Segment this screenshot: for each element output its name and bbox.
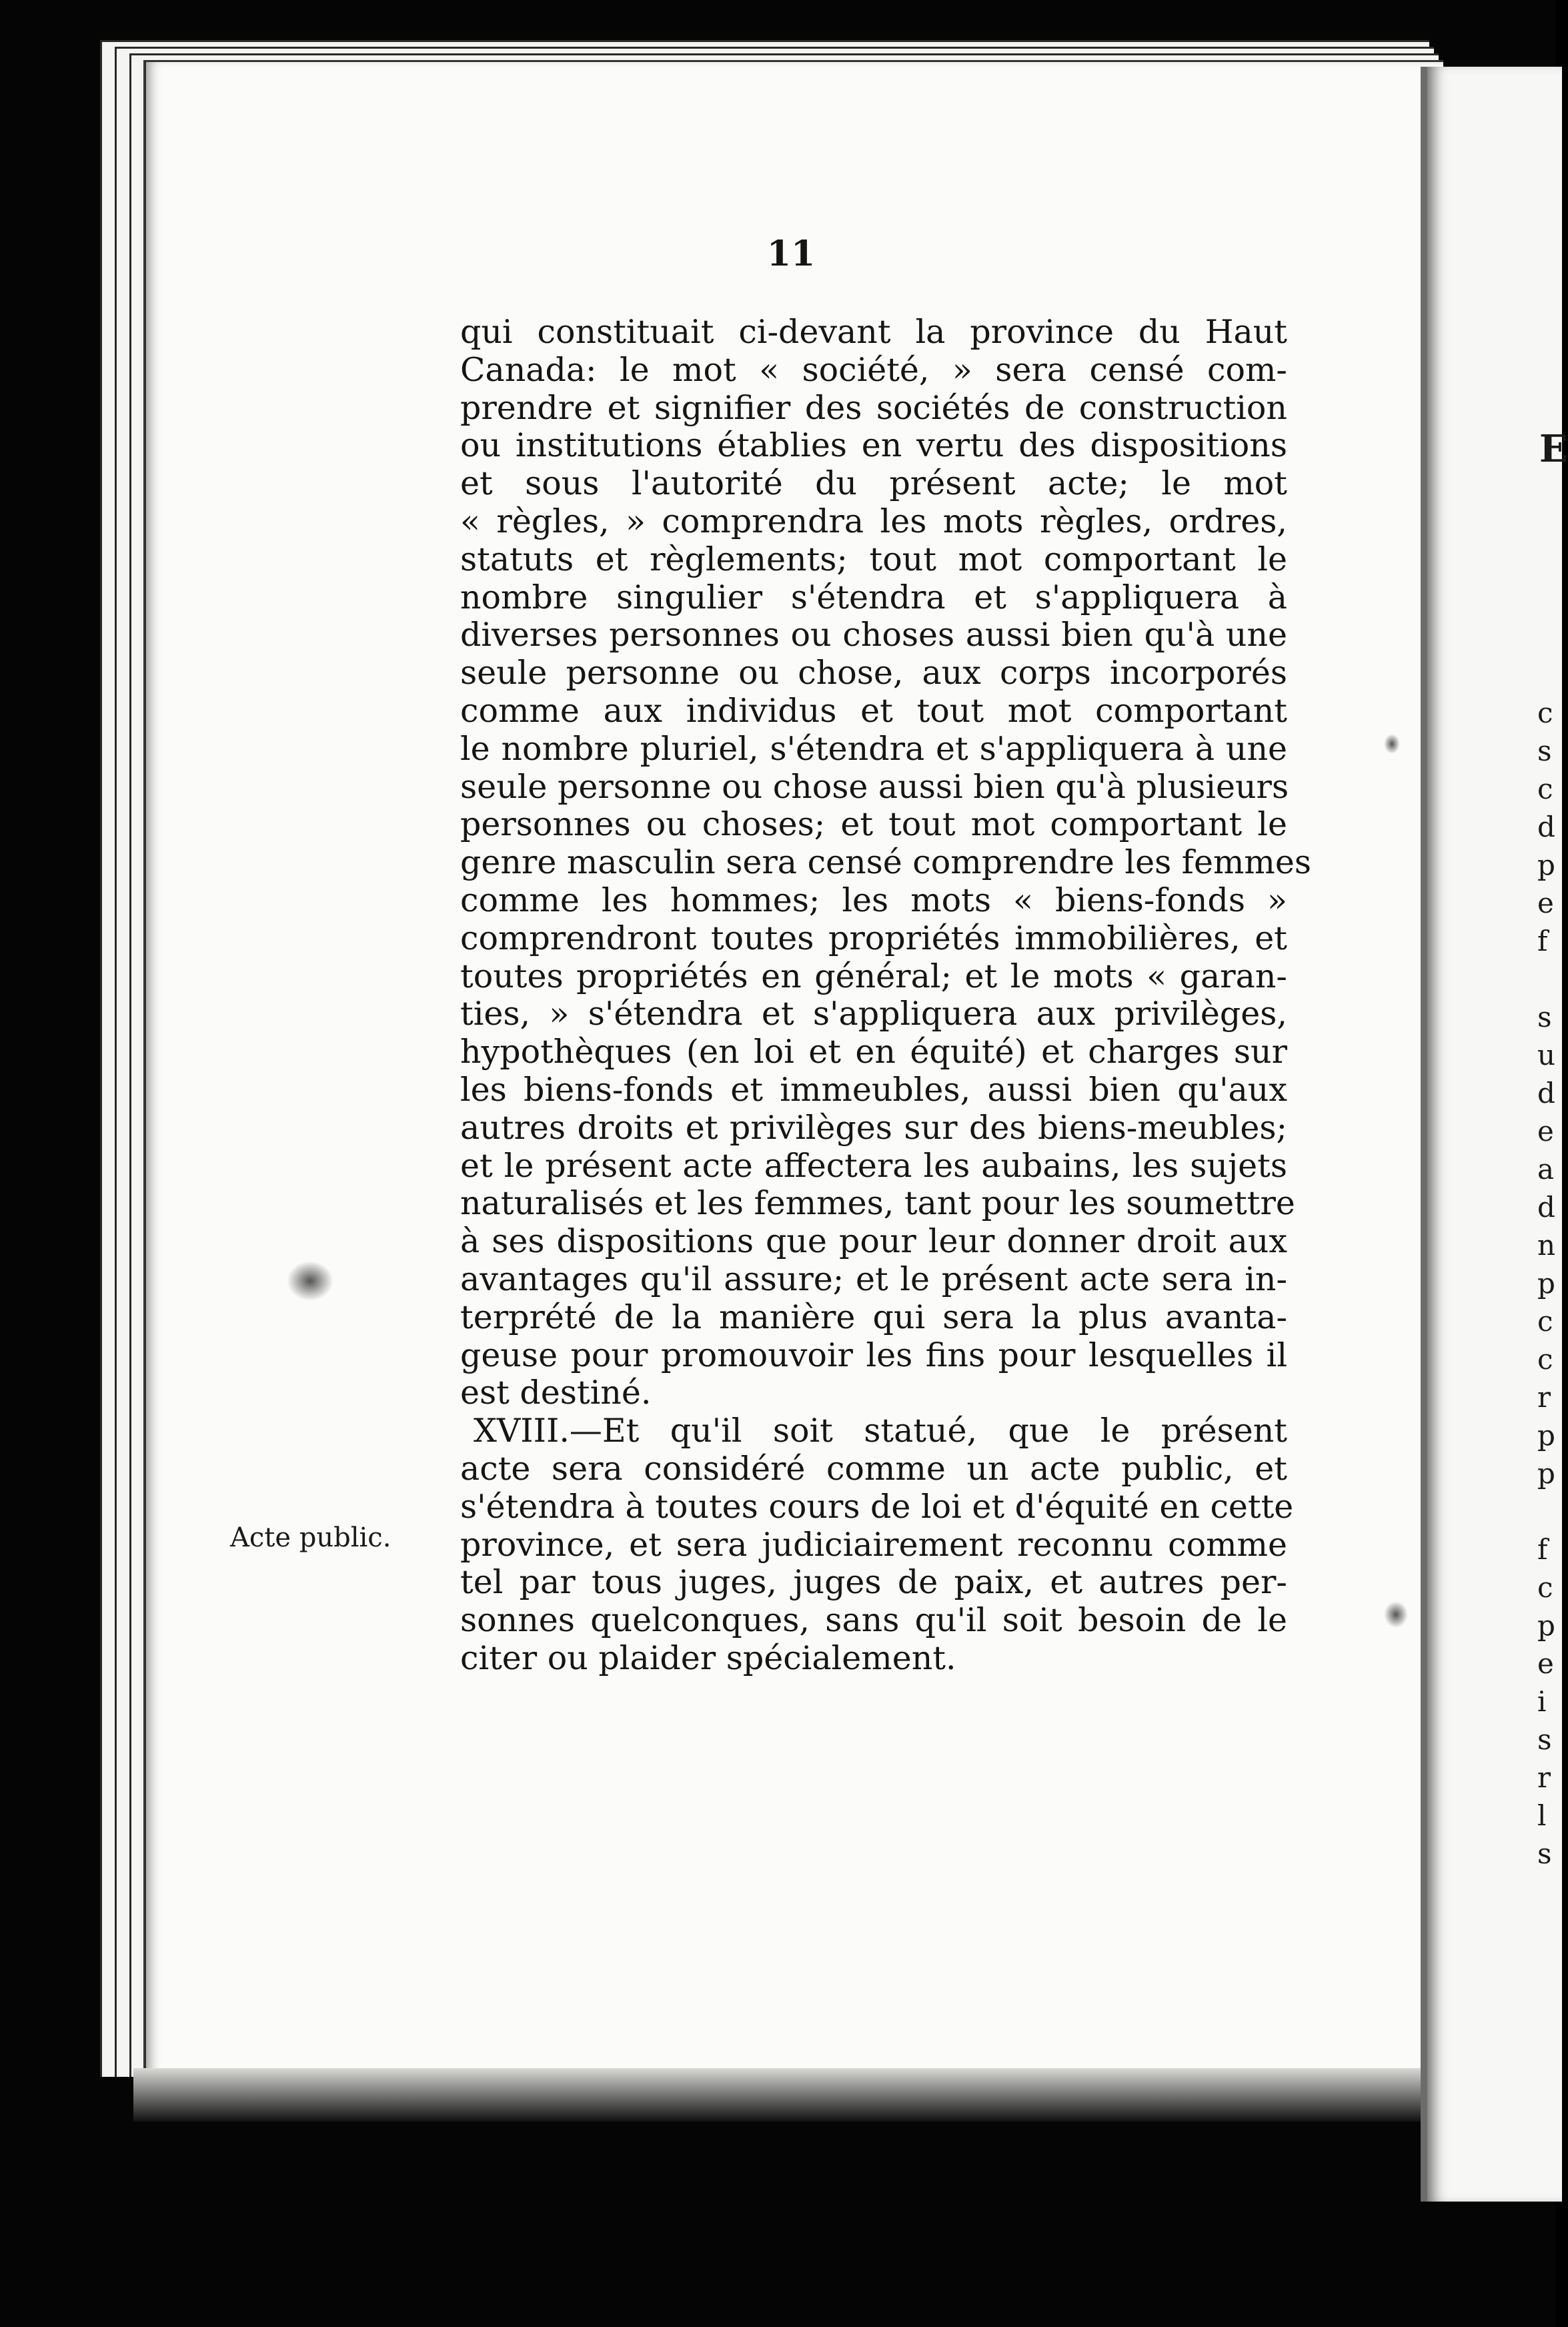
- text-line: comme les hommes; les mots « biens-fonds »: [460, 881, 1287, 919]
- letter-fragment: l: [1537, 1799, 1547, 1832]
- text-line: diverses personnes ou choses aussi bien qu'à une: [460, 616, 1287, 654]
- letter-fragment: r: [1537, 1381, 1551, 1414]
- text-line: acte sera considéré comme un acte public, et: [460, 1449, 1287, 1488]
- margin-note: Acte public.: [230, 1522, 391, 1553]
- letter-fragment: f: [1537, 925, 1548, 957]
- text-line: tel par tous juges, juges de paix, et autres per-: [460, 1563, 1287, 1602]
- text-line: seule personne ou chose aussi bien qu'à plusieurs: [460, 767, 1289, 806]
- right-page-text-fragments: [1537, 694, 1557, 1873]
- letter-fragment: s: [1537, 1837, 1552, 1870]
- letter-fragment: c: [1537, 773, 1553, 805]
- text-line: citer ou plaider spécialement.: [460, 1639, 956, 1677]
- text-line: le nombre pluriel, s'étendra et s'appliquera à une: [460, 729, 1287, 768]
- text-line: hypothèques (en loi et en équité) et charges sur: [460, 1033, 1287, 1071]
- text-line: et sous l'autorité du présent acte; le mot: [460, 464, 1287, 503]
- letter-fragment: c: [1537, 1343, 1553, 1376]
- text-line: qui constituait ci-devant la province du Haut: [460, 313, 1287, 351]
- text-line: à ses dispositions que pour leur donner droit aux: [460, 1222, 1287, 1261]
- letter-fragment: e: [1537, 1115, 1554, 1147]
- text-line: les biens-fonds et immeubles, aussi bien qu'aux: [460, 1070, 1287, 1109]
- letter-fragment: s: [1537, 1001, 1552, 1033]
- text-line: ties, » s'étendra et s'appliquera aux privilèges,: [460, 995, 1287, 1033]
- letter-fragment: [1537, 1492, 1557, 1530]
- letter-fragment: p: [1537, 1609, 1555, 1642]
- letter-fragment: a: [1537, 1153, 1555, 1186]
- right-page-heading-fragment: E: [1539, 427, 1568, 471]
- page-bottom-shadow: [133, 2068, 1447, 2122]
- text-line: avantages qu'il assure; et le présent acte sera in-: [460, 1260, 1287, 1298]
- text-line: naturalisés et les femmes, tant pour les soumettre: [460, 1184, 1295, 1223]
- text-line: autres droits et privilèges sur des biens-meubles;: [460, 1108, 1287, 1147]
- ink-smudge: [1384, 734, 1400, 754]
- text-line: sonnes quelconques, sans qu'il soit besoin de le: [460, 1601, 1287, 1640]
- text-line: comprendront toutes propriétés immobilières, et: [460, 919, 1287, 957]
- text-line: est destiné.: [460, 1374, 652, 1412]
- text-line: s'étendra à toutes cours de loi et d'équité en cette: [460, 1487, 1294, 1526]
- page-number: 11: [766, 234, 816, 274]
- letter-fragment: f: [1537, 1533, 1548, 1566]
- text-line: nombre singulier s'étendra et s'appliquera à: [460, 578, 1287, 616]
- letter-fragment: p: [1537, 1267, 1555, 1300]
- text-line: genre masculin sera censé comprendre les femmes: [460, 843, 1312, 882]
- letter-fragment: p: [1537, 1419, 1555, 1452]
- letter-fragment: p: [1537, 1457, 1555, 1490]
- text-line: personnes ou choses; et tout mot comportant le: [460, 805, 1287, 844]
- text-line: prendre et signifier des sociétés de construction: [460, 388, 1287, 427]
- ink-smudge: [287, 1261, 333, 1301]
- letter-fragment: c: [1537, 1571, 1553, 1604]
- body-text: [460, 313, 1312, 1678]
- text-line: geuse pour promouvoir les fins pour lesquelles il: [460, 1336, 1287, 1374]
- letter-fragment: s: [1537, 735, 1552, 767]
- letter-fragment: p: [1537, 849, 1555, 881]
- text-line: terprété de la manière qui sera la plus avanta-: [460, 1298, 1287, 1336]
- text-line: « règles, » comprendra les mots règles, ordres,: [460, 502, 1287, 540]
- letter-fragment: n: [1537, 1229, 1556, 1262]
- text-line: Canada: le mot « société, » sera censé com-: [460, 350, 1287, 389]
- letter-fragment: d: [1537, 1077, 1555, 1109]
- letter-fragment: r: [1537, 1761, 1551, 1794]
- letter-fragment: d: [1537, 1191, 1555, 1224]
- letter-fragment: i: [1537, 1685, 1547, 1718]
- letter-fragment: c: [1537, 1305, 1553, 1338]
- text-line: statuts et règlements; tout mot comportant le: [460, 540, 1287, 578]
- text-line: toutes propriétés en général; et le mots « garan-: [460, 957, 1287, 995]
- text-line: seule personne ou chose, aux corps incorporés: [460, 654, 1287, 692]
- text-line: ou institutions établies en vertu des dispositions: [460, 426, 1287, 465]
- letter-fragment: u: [1537, 1039, 1556, 1071]
- ink-smudge: [1384, 1601, 1408, 1628]
- letter-fragment: c: [1537, 696, 1553, 729]
- letter-fragment: s: [1537, 1723, 1552, 1756]
- text-line: comme aux individus et tout mot comportant: [460, 691, 1287, 730]
- letter-fragment: [1537, 960, 1557, 998]
- letter-fragment: d: [1537, 811, 1555, 843]
- letter-fragment: e: [1537, 887, 1554, 919]
- letter-fragment: e: [1537, 1647, 1554, 1680]
- section-heading-line: XVIII.—Et qu'il soit statué, que le présent: [474, 1412, 1287, 1450]
- text-line: et le présent acte affectera les aubains, les sujets: [460, 1146, 1287, 1185]
- text-line: province, et sera judiciairement reconnu comme: [460, 1525, 1287, 1564]
